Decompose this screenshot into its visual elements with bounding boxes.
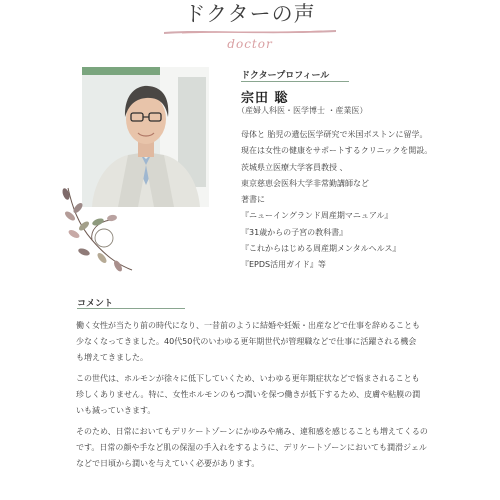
doctor-bio [241,127,496,274]
comment-paragraph [76,424,436,472]
bio-line: 東京慈恵会医科大学非常勤講師など [241,178,369,188]
bio-line: 『31歳からの子宮の教科書』 [241,227,348,237]
comment-body [76,318,436,477]
comment-heading-rule [77,308,185,309]
doctor-credentials: （産婦人科医・医学博士 ・産業医） [237,106,368,115]
bio-line: 『これからはじめる周産期メンタルヘルス』 [241,244,401,254]
comment-line: 珍しくありません。特に、女性ホルモンのもつ潤いを保つ働きが低下するため、皮膚や粘膜の潤 [76,390,421,399]
comment-line: も増えてきました。 [76,353,148,362]
profile-heading-rule [241,81,349,82]
page-subtitle: doctor [227,37,273,51]
comment-line: 働く女性が当たり前の時代になり、一昔前のように結婚や妊娠・出産などで仕事を辞めることも [76,321,420,330]
comment-line: です。日常の顔や手など肌の保湿の手入れをするように、デリケートゾーンにおいても潤滑ジェル [76,443,427,452]
bio-line: 母体と 胎児の遺伝医学研究で米国ボストンに留学。 [241,130,428,139]
comment-heading: コメント [77,299,114,309]
comment-paragraph [76,318,436,366]
comment-line: 少なくなってきました。40代50代のいわゆる更年期世代が管理職などで仕事に活躍される機会 [76,337,417,346]
botanical-sprig-decoration [58,186,136,274]
bio-line: 茨城県立医療大学客員教授 、 [241,162,348,172]
comment-line: この世代は、ホルモンが徐々に低下していくため、いわゆる更年期症状などで悩まされることも [76,374,420,383]
doctor-name: 宗田 聡 [241,91,289,106]
comment-paragraph [76,371,436,419]
comment-line: いも減っていきます。 [76,406,156,415]
bio-line: 現在は女性の健康をサポートするクリニックを開設。 [241,146,433,156]
bio-line: 『ニューイングランド周産期マニュアル』 [241,211,393,221]
comment-line: そのため、日常においてもデリケートゾーンにかゆみや痛み、違和感を感じることも増えてくるの [76,427,428,436]
page-title: ドクターの声 [184,2,316,26]
profile-heading: ドクタープロフィール [241,71,330,81]
title-underline-brushstroke [162,28,338,35]
bio-line: 『EPDS活用ガイド』等 [241,260,326,270]
bio-line: 著書に [241,195,265,205]
comment-line: などで日頃から潤いを与えていく必要があります。 [76,459,260,468]
